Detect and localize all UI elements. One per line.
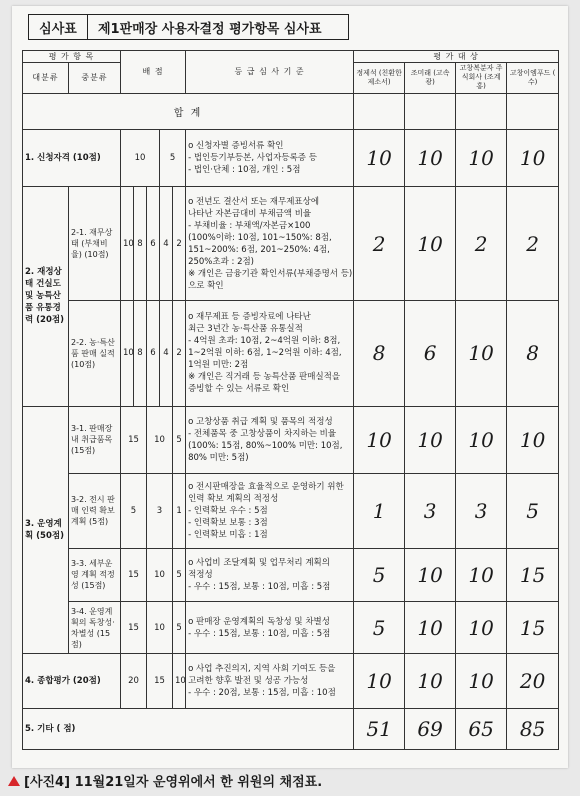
criteria-line: - 부채비율 : 부채액/자본금×100 [188, 220, 311, 231]
criteria-line: 으로 확인 [188, 280, 224, 291]
target-header-3: 고창복분자 주식회사 (조계홍) [456, 63, 507, 93]
row-3-4-point: 5 [173, 601, 186, 654]
row-3-1-point: 10 [147, 406, 173, 473]
score-cell: 10 [405, 654, 456, 709]
criteria-line: - 인력확보 보통 : 3점 [188, 517, 268, 528]
row-3-4-criteria [186, 601, 354, 654]
criteria-line: - 4억원 초과: 10점, 2~4억원 이하: 8점, [188, 336, 341, 347]
criteria-line: o 판매장 운영계획의 독창성 및 차별성 [188, 616, 330, 627]
row-3-4-middle: 3-4. 운영계획의 독창성·차별성 (15점) [69, 601, 121, 654]
total-score-cell: 85 [507, 709, 559, 750]
row-2-2-point: 6 [147, 300, 160, 406]
score-cell: 10 [405, 187, 456, 301]
score-cell: 10 [456, 130, 507, 187]
criteria-line: o 고창상품 취급 계획 및 품목의 적정성 [188, 416, 333, 427]
score-cell: 20 [507, 654, 559, 709]
criteria-line: o 사업 추진의지, 지역 사회 기여도 등을 [188, 664, 336, 675]
row-3-2-point: 1 [173, 473, 186, 548]
score-cell: 10 [456, 300, 507, 406]
row-3-2-point: 5 [121, 473, 147, 548]
criteria-line: o 재무제표 등 증빙자료에 나타난 [188, 312, 311, 323]
row-3-3-point: 15 [121, 548, 147, 601]
criteria-line: o 전시판매장을 효율적으로 운영하기 위한 [188, 481, 344, 492]
row-3-1-point: 5 [173, 406, 186, 473]
score-cell: 15 [507, 548, 559, 601]
caption-triangle-icon [8, 776, 20, 786]
sheet-header-title: 제1판매장 사용자결정 평가항목 심사표 [87, 14, 349, 40]
row-2-1-point: 6 [147, 187, 160, 301]
row-4-criteria [186, 654, 354, 709]
target-header-4: 고창이엠푸드 ( 수) [507, 63, 559, 93]
total-score-cell: 69 [405, 709, 456, 750]
row-2-1-point: 4 [160, 187, 173, 301]
row-2-2-point: 10 [121, 300, 134, 406]
score-cell: 2 [354, 187, 405, 301]
row-2-2-middle: 2-2. 농·특산품 판매 실적 (10점) [69, 300, 121, 406]
criteria-line: 80% 미만: 5점) [188, 452, 249, 463]
row-3-2-criteria [186, 473, 354, 548]
row-1-point: 10 [121, 130, 160, 187]
row-3-3-point: 5 [173, 548, 186, 601]
row-3-2-point: 3 [147, 473, 173, 548]
row-2-1-point: 10 [121, 187, 134, 301]
points-header: 배 점 [121, 51, 186, 94]
major-header: 대분류 [23, 63, 69, 93]
criteria-line: o 전년도 결산서 또는 재무제표상에 [188, 196, 320, 207]
row-2-major: 2. 재정상태 건실도 및 농특산품 유통경력 (20점) [23, 187, 69, 406]
criteria-line: o 신청자별 증빙서류 확인 [188, 141, 284, 152]
criteria-line: - 인력확보 미흡 : 1점 [188, 529, 268, 540]
score-cell: 1 [354, 473, 405, 548]
row-3-3-criteria [186, 548, 354, 601]
row-4-major: 4. 종합평가 (20점) [23, 654, 121, 709]
middle-header: 중분류 [69, 63, 121, 93]
criteria-line: (100%: 15점, 80%~100% 미만: 10점, [188, 440, 343, 451]
total-label: 합 계 [23, 93, 354, 130]
targets-group-header: 평 가 대 상 [354, 51, 559, 63]
row-2-2-point: 8 [134, 300, 147, 406]
evaluation-table [22, 50, 559, 750]
row-3-3-point: 10 [147, 548, 173, 601]
score-cell: 10 [456, 406, 507, 473]
row-4-point: 20 [121, 654, 147, 709]
score-cell: 3 [456, 473, 507, 548]
score-cell: 2 [456, 187, 507, 301]
row-5-major: 5. 기타 ( 점) [23, 709, 354, 750]
criteria-line: 인력 확보 계획의 적정성 [188, 493, 279, 504]
score-cell: 5 [507, 473, 559, 548]
row-2-2-criteria [186, 300, 354, 406]
criteria-line: - 전체품목 중 고창상품이 차지하는 비율 [188, 428, 337, 439]
criteria-header: 등 급 심 사 기 준 [186, 51, 354, 94]
criteria-line: 증빙할 수 있는 서류로 확인 [188, 384, 290, 395]
sheet-header [28, 14, 349, 40]
score-cell: 10 [456, 601, 507, 654]
score-cell: 10 [507, 130, 559, 187]
criteria-line: - 우수 : 20점, 보통 : 15점, 미흡 : 10점 [188, 688, 336, 699]
criteria-line: 적정성 [188, 569, 213, 580]
score-cell: 2 [507, 187, 559, 301]
row-1-point: 5 [160, 130, 186, 187]
score-cell: 8 [507, 300, 559, 406]
row-2-1-middle: 2-1. 재무상태 (부채비율) (10점) [69, 187, 121, 301]
criteria-line: 250%초과 : 2점) [188, 256, 255, 267]
criteria-line: 고려한 향후 발전 및 성공 가능성 [188, 676, 309, 687]
score-cell: 10 [456, 548, 507, 601]
total-score-cell: 65 [456, 709, 507, 750]
criteria-line: (100%이하: 10점, 101~150%: 8점, [188, 232, 332, 243]
row-3-2-middle: 3-2. 전시 판매 인력 확보 계획 (5점) [69, 473, 121, 548]
score-cell: 10 [405, 406, 456, 473]
row-2-2-point: 4 [160, 300, 173, 406]
score-cell: 3 [405, 473, 456, 548]
criteria-line: 1억원 미만: 2점 [188, 360, 249, 371]
total-score-cell: 51 [354, 709, 405, 750]
items-group-header: 평 가 항 목 [23, 51, 121, 63]
criteria-line: ※ 개인은 금융기관 확인서류(부채증명서 등) [188, 268, 353, 279]
row-3-1-middle: 3-1. 판매장 내 취급품목 (15점) [69, 406, 121, 473]
score-cell: 15 [507, 601, 559, 654]
score-cell: 10 [405, 601, 456, 654]
target-header-2: 조미래 (고속광) [405, 63, 456, 93]
criteria-line: ※ 개인은 직거래 등 농특산품 판매실적을 [188, 372, 341, 383]
target-header-1: 정제석 (친환한 제소서) [354, 63, 405, 93]
row-2-1-point: 8 [134, 187, 147, 301]
row-3-3-middle: 3-3. 세부운영 계획 적정성 (15점) [69, 548, 121, 601]
criteria-line: 151~200%: 6점, 201~250%: 4점, [188, 244, 330, 255]
score-cell: 10 [354, 130, 405, 187]
row-1-major: 1. 신청자격 (10점) [23, 130, 121, 187]
score-cell: 10 [456, 654, 507, 709]
criteria-line: 1~2억원 이하: 6점, 1~2억원 이하: 4점, [188, 348, 342, 359]
score-cell: 8 [354, 300, 405, 406]
criteria-line: - 우수 : 15점, 보통 : 10점, 미흡 : 5점 [188, 628, 331, 639]
score-cell: 10 [354, 654, 405, 709]
row-2-1-criteria [186, 187, 354, 301]
row-1-criteria [186, 130, 354, 187]
criteria-line: - 인력확보 우수 : 5점 [188, 505, 268, 516]
score-cell: 10 [507, 406, 559, 473]
criteria-line: 나타난 자본금대비 부채금액 비율 [188, 208, 312, 219]
row-4-point: 10 [173, 654, 186, 709]
row-3-4-point: 10 [147, 601, 173, 654]
row-4-point: 15 [147, 654, 173, 709]
caption-text: [사진4] 11월21일자 운영위에서 한 위원의 채점표. [24, 775, 323, 790]
row-2-2-point: 2 [173, 300, 186, 406]
score-cell: 5 [354, 548, 405, 601]
row-3-1-point: 15 [121, 406, 147, 473]
score-cell: 10 [354, 406, 405, 473]
row-3-major: 3. 운영계획 (50점) [23, 406, 69, 654]
photo-caption [8, 771, 322, 790]
criteria-line: - 법인등기부등본, 사업자등록증 등 [188, 153, 317, 164]
score-cell: 6 [405, 300, 456, 406]
row-3-1-criteria [186, 406, 354, 473]
criteria-line: - 법인·단체 : 10점, 개인 : 5점 [188, 165, 301, 176]
criteria-line: - 우수 : 15점, 보통 : 10점, 미흡 : 5점 [188, 581, 331, 592]
score-cell: 10 [405, 548, 456, 601]
score-cell: 5 [354, 601, 405, 654]
score-cell: 10 [405, 130, 456, 187]
row-2-1-point: 2 [173, 187, 186, 301]
criteria-line: 최근 3년간 농·특산품 유통실적 [188, 324, 303, 335]
sheet-header-label: 심사표 [28, 14, 87, 40]
row-3-4-point: 15 [121, 601, 147, 654]
criteria-line: o 사업비 조달계획 및 업무처리 계획의 [188, 557, 330, 568]
